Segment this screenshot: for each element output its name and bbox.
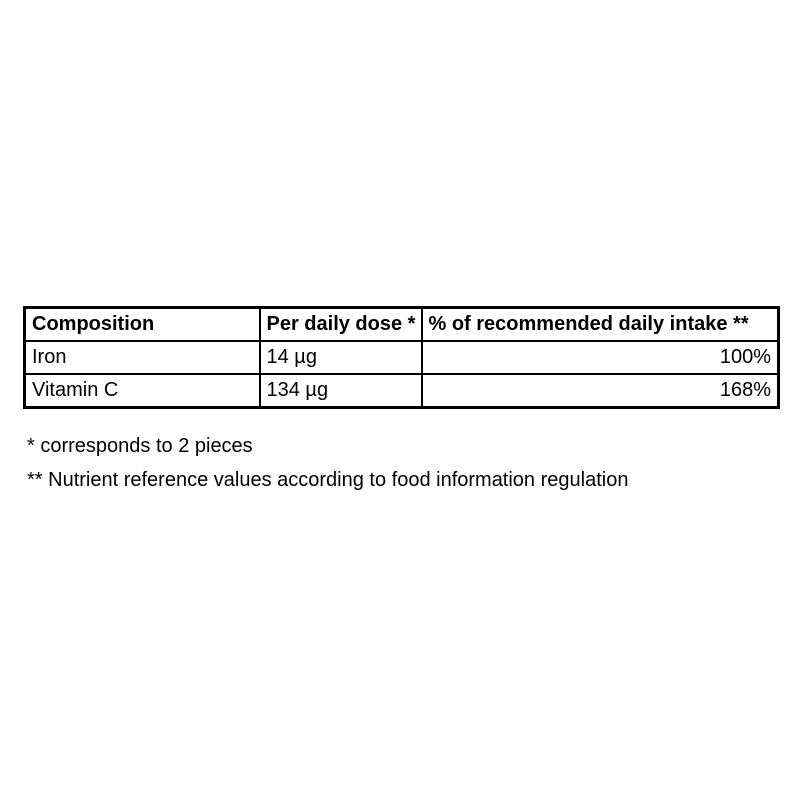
- footnote-pieces: * corresponds to 2 pieces: [27, 435, 253, 457]
- table-header-row: [25, 308, 779, 342]
- table-row-vitamin-c: [25, 374, 779, 408]
- cell-dose: 14 µg: [260, 341, 422, 374]
- composition-table-container: [23, 306, 780, 409]
- cell-nutrient-name: Iron: [25, 341, 260, 374]
- footnotes-block: [27, 434, 628, 502]
- cell-percent: 100%: [422, 341, 779, 374]
- header-per-daily-dose: Per daily dose *: [260, 308, 422, 342]
- header-composition: Composition: [25, 308, 260, 342]
- cell-percent: 168%: [422, 374, 779, 408]
- footnote-nutrient-reference: ** Nutrient reference values according to food information regulation: [27, 469, 629, 491]
- header-percent-recommended: % of recommended daily intake **: [422, 308, 779, 342]
- cell-dose: 134 µg: [260, 374, 422, 408]
- cell-nutrient-name: Vitamin C: [25, 374, 260, 408]
- table-row-iron: [25, 341, 779, 374]
- composition-table: [23, 306, 780, 409]
